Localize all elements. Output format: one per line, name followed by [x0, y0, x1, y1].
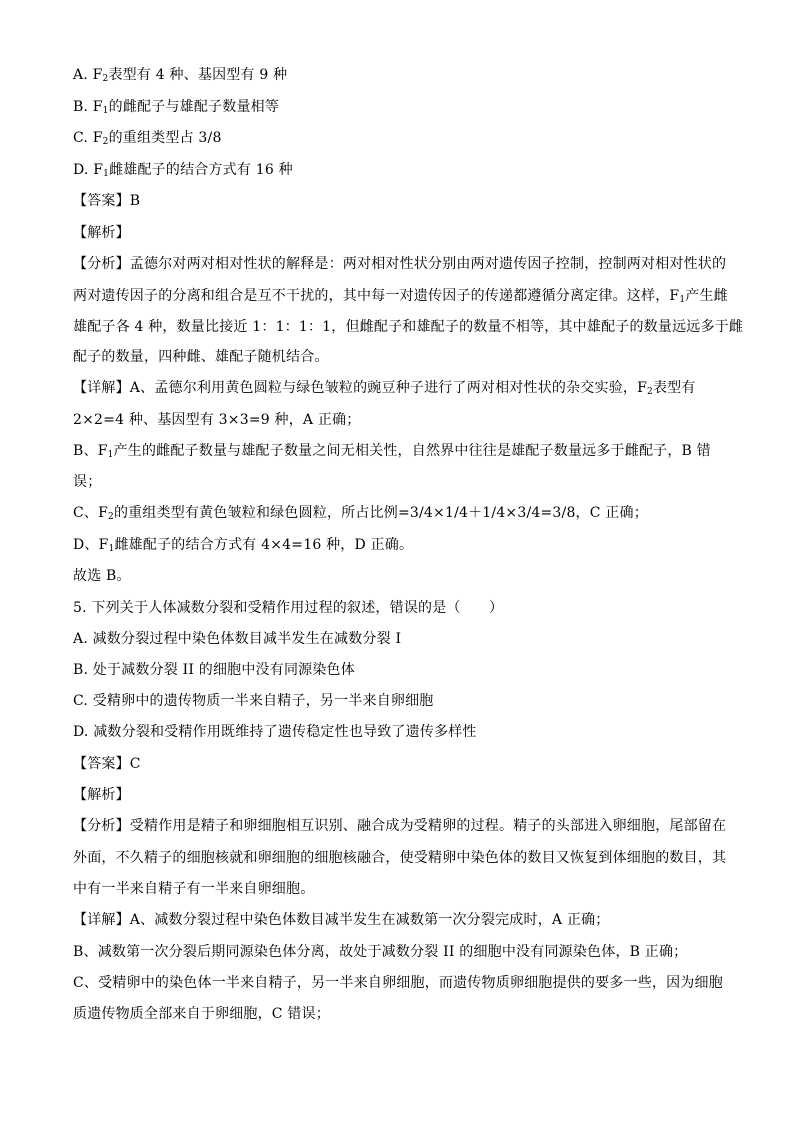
q5-fenxi-line: 中有一半来自精子有一半来自卵细胞。 — [73, 881, 315, 897]
q4-xiangjie-line: D、$F_1$雌雄配子的结合方式有 4×4=16 种，D 正确。 — [73, 537, 414, 554]
q5-xiangjie-line: 【详解】A、减数分裂过程中染色体数目减半发生在减数第一次分裂完成时，A 正确； — [73, 912, 610, 928]
q4-answer: 【答案】B — [73, 193, 141, 209]
q4-analysis-label: 【解析】 — [73, 225, 130, 241]
q4-option-b: B. $F_1$的雌配子与雄配子数量相等 — [73, 99, 280, 116]
q4-fenxi-line: 雄配子各 4 种，数量比接近 1：1：1：1，但雌配子和雄配子的数量不相等，其中雄配子的数量远远多于雌 — [73, 319, 744, 335]
q5-option-b: B. 处于减数分裂 II 的细胞中没有同源染色体 — [73, 662, 355, 678]
q4-xiangjie-line: B、$F_1$产生的雌配子数量与雄配子数量之间无相关性，自然界中往往是雄配子数量远多于雌配子，B 错 — [73, 443, 711, 460]
q4-option-a: A. $F_2$表型有 4 种、基因型有 9 种 — [73, 67, 288, 84]
q5-xiangjie-line: C、受精卵中的染色体一半来自精子，另一半来自卵细胞，而遗传物质卵细胞提供的要多一些，因为细胞 — [73, 975, 723, 991]
q5-option-c: C. 受精卵中的遗传物质一半来自精子，另一半来自卵细胞 — [73, 693, 434, 709]
q5-xiangjie-line: 质遗传物质全部来自于卵细胞，C 错误； — [73, 1006, 330, 1022]
q5-option-d: D. 减数分裂和受精作用既维持了遗传稳定性也导致了遗传多样性 — [73, 724, 477, 740]
q4-xiangjie-line: C、$F_2$的重组类型有黄色皱粒和绿色圆粒，所占比例=3/4×1/4＋1/4×3/4=3/8，C 正确； — [73, 505, 648, 522]
q4-conclusion: 故选 B。 — [73, 568, 131, 584]
q4-xiangjie-line: 【详解】A、孟德尔利用黄色圆粒与绿色皱粒的豌豆种子进行了两对相对性状的杂交实验，$F_2$表型有 — [73, 380, 696, 397]
q4-fenxi-line: 两对遗传因子的分离和组合是互不干扰的，其中每一对遗传因子的传递都遵循分离定律。这样，$F_1$产生雌 — [73, 288, 728, 305]
q4-xiangjie-line: 误； — [73, 474, 102, 490]
q4-fenxi-line: 配子的数量，四种雌、雄配子随机结合。 — [73, 349, 329, 365]
q5-stem: 5. 下列关于人体减数分裂和受精作用过程的叙述，错误的是（ ） — [73, 600, 504, 616]
q5-answer: 【答案】C — [73, 756, 141, 772]
q5-analysis-label: 【解析】 — [73, 787, 130, 803]
q5-fenxi-line: 外面，不久精子的细胞核就和卵细胞的细胞核融合，使受精卵中染色体的数目又恢复到体细胞的数目，其 — [73, 850, 727, 866]
q5-fenxi-line: 【分析】受精作用是精子和卵细胞相互识别、融合成为受精卵的过程。精子的头部进入卵细胞，尾部留在 — [73, 818, 727, 834]
q5-xiangjie-line: B、减数第一次分裂后期同源染色体分离，故处于减数分裂 II 的细胞中没有同源染色体，B 正确； — [73, 944, 688, 960]
q4-option-c: C. $F_2$的重组类型占 3/8 — [73, 130, 222, 147]
q4-option-d: D. $F_1$雌雄配子的结合方式有 16 种 — [73, 162, 293, 179]
q4-fenxi-line: 【分析】孟德尔对两对相对性状的解释是：两对相对性状分别由两对遗传因子控制，控制两对相对性状的 — [73, 256, 727, 272]
q5-option-a: A. 减数分裂过程中染色体数目减半发生在减数分裂 I — [73, 631, 402, 647]
q4-xiangjie-line: 2×2=4 种、基因型有 3×3=9 种，A 正确； — [73, 412, 361, 428]
